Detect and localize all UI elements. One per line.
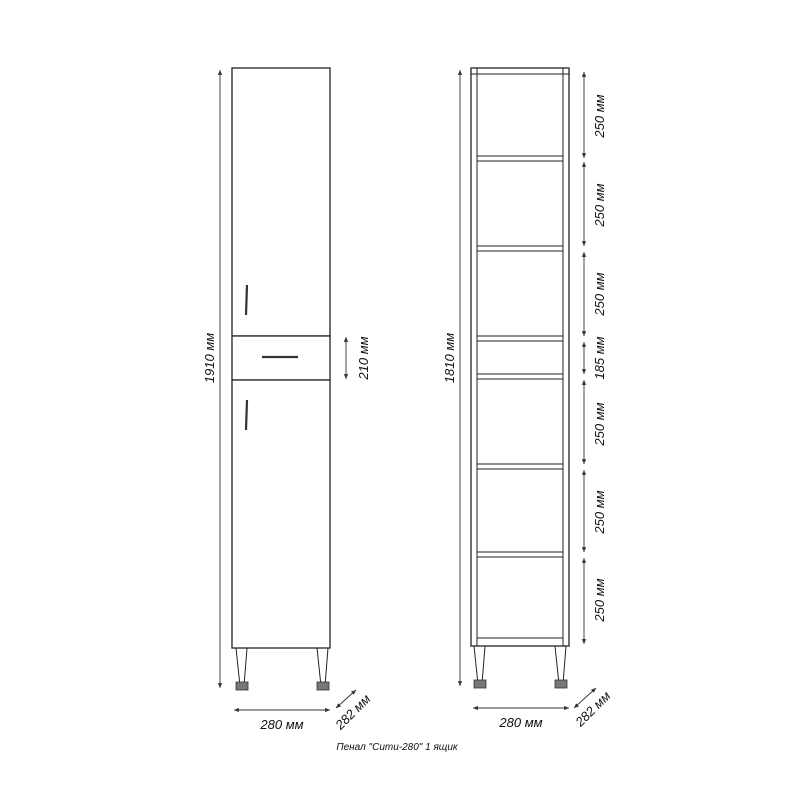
section-label-5: 250 мм bbox=[592, 402, 607, 446]
shelf-frame bbox=[471, 68, 569, 646]
section-label-1: 250 мм bbox=[592, 94, 607, 138]
shelf-width-label: 280 мм bbox=[499, 715, 543, 730]
shelf-left-leg bbox=[474, 646, 486, 688]
front-width-dimension bbox=[234, 710, 330, 732]
left-leg bbox=[236, 648, 248, 690]
drawer-height-label: 210 мм bbox=[356, 336, 371, 380]
front-view bbox=[232, 68, 330, 690]
section-label-3: 250 мм bbox=[592, 272, 607, 316]
front-height-dimension bbox=[202, 70, 220, 688]
front-width-label: 280 мм bbox=[260, 717, 304, 732]
section-label-6: 250 мм bbox=[592, 490, 607, 534]
front-depth-dimension bbox=[332, 690, 374, 733]
front-depth-label: 282 мм bbox=[332, 691, 374, 733]
section-label-7: 250 мм bbox=[592, 578, 607, 622]
lower-door-handle bbox=[246, 400, 247, 430]
front-height-label: 1910 мм bbox=[202, 332, 217, 384]
shelf-right-leg bbox=[555, 646, 567, 688]
shelf-width-dimension bbox=[473, 708, 569, 730]
shelf-depth-dimension bbox=[572, 688, 614, 730]
drawer-height-dimension bbox=[346, 336, 371, 380]
right-leg bbox=[317, 648, 329, 690]
caption: Пенал "Сити-280" 1 ящик bbox=[336, 742, 458, 753]
shelf-depth-label: 282 мм bbox=[572, 688, 614, 730]
upper-door-handle bbox=[246, 285, 247, 315]
section-label-2: 250 мм bbox=[592, 183, 607, 227]
section-label-4: 185 мм bbox=[592, 336, 607, 380]
section-dimensions bbox=[584, 72, 607, 644]
shelf-view bbox=[471, 68, 569, 688]
shelf-height-label: 1810 мм bbox=[442, 332, 457, 384]
shelf-height-dimension bbox=[442, 70, 460, 686]
